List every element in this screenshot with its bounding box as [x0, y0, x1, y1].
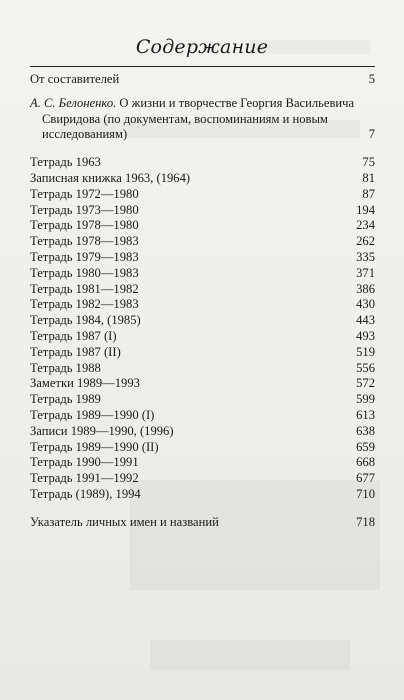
- toc-entry: [30, 155, 375, 171]
- toc-entry-page: 556: [356, 360, 375, 375]
- toc-entry-label: Тетрадь 1987 (II): [30, 344, 121, 359]
- toc-entry: [30, 171, 375, 187]
- toc-entry-page: 659: [356, 439, 375, 454]
- toc-entry: [30, 424, 375, 440]
- toc-entry-intro: [30, 72, 375, 88]
- toc-entry-label: Указатель личных имен и названий: [30, 514, 219, 529]
- toc-entry-label: Тетрадь 1978—1983: [30, 234, 139, 249]
- toc-entry-label: Тетрадь 1982—1983: [30, 297, 139, 312]
- toc-entry-page: 7: [368, 127, 375, 142]
- toc-entry-label: Тетрадь 1988: [30, 360, 101, 375]
- toc-entry-label: Тетрадь 1984, (1985): [30, 313, 141, 328]
- toc-entry: [30, 487, 375, 503]
- toc-entry-label: Тетрадь 1987 (I): [30, 328, 117, 343]
- toc-entry-label: Записная книжка 1963, (1964): [30, 170, 191, 185]
- toc-entry: [30, 282, 375, 298]
- toc-entry-page: 572: [356, 376, 375, 391]
- toc-entry: [30, 187, 375, 203]
- toc-entry-index: [30, 515, 375, 531]
- toc-entry-label: Тетрадь 1972—1980: [30, 186, 139, 201]
- toc-entry-page: 519: [356, 344, 375, 359]
- toc-entry-label: Тетрадь 1981—1982: [30, 281, 139, 296]
- toc-entry-page: 335: [356, 249, 375, 264]
- toc-entry-label: Тетрадь 1963: [30, 155, 101, 170]
- toc-entry-page: 638: [356, 423, 375, 438]
- toc-entry-page: 430: [356, 297, 375, 312]
- toc-entry-page: 599: [356, 392, 375, 407]
- toc-entry: [30, 408, 375, 424]
- toc-entry-label: Тетрадь 1989—1990 (I): [30, 407, 155, 422]
- table-of-contents: [30, 72, 375, 531]
- toc-entry-page: 710: [356, 486, 375, 501]
- toc-entry-label: Тетрадь 1978—1980: [30, 218, 139, 233]
- toc-entry: [30, 440, 375, 456]
- toc-entry-essay: [30, 96, 375, 143]
- toc-entry-page: 668: [356, 455, 375, 470]
- toc-entry-label: От составителей: [30, 72, 120, 86]
- toc-entry-label: [30, 96, 354, 143]
- toc-entry-label: Записи 1989—1990, (1996): [30, 423, 174, 438]
- toc-entry-page: 493: [356, 328, 375, 343]
- toc-entry: [30, 297, 375, 313]
- toc-entry-page: 194: [356, 202, 375, 217]
- essay-line: Свиридова (по документам, воспоминаниям и новым: [42, 111, 328, 126]
- toc-entry: [30, 471, 375, 487]
- show-through-text: [150, 640, 350, 670]
- essay-title-part: О жизни и творчестве Георгия Васильевича: [116, 95, 355, 110]
- toc-entry: [30, 376, 375, 392]
- toc-entry-page: 75: [362, 155, 375, 170]
- spacer: [30, 503, 375, 515]
- toc-entry-label: Тетрадь 1980—1983: [30, 265, 139, 280]
- toc-entry: [30, 203, 375, 219]
- toc-entry-label: Тетрадь 1989—1990 (II): [30, 439, 159, 454]
- toc-entry-page: 87: [362, 186, 375, 201]
- page-title: Содержание: [135, 36, 269, 58]
- toc-entry: [30, 218, 375, 234]
- spacer: [30, 143, 375, 155]
- toc-entry: [30, 234, 375, 250]
- toc-entry-page: 443: [356, 313, 375, 328]
- essay-line: [30, 96, 354, 112]
- essay-author: А. С. Белоненко.: [30, 95, 117, 110]
- toc-entry-list: [30, 155, 375, 503]
- toc-entry-page: 386: [356, 281, 375, 296]
- toc-entry-page: 718: [356, 514, 375, 529]
- toc-entry-label: Тетрадь 1973—1980: [30, 202, 139, 217]
- toc-entry-page: 371: [356, 265, 375, 280]
- toc-entry-label: Тетрадь 1990—1991: [30, 455, 139, 470]
- toc-entry: [30, 250, 375, 266]
- toc-entry-label: Тетрадь 1979—1983: [30, 249, 139, 264]
- toc-entry-page: 234: [356, 218, 375, 233]
- essay-line: исследованиям): [42, 127, 128, 142]
- title-rule: [30, 66, 375, 67]
- toc-entry: [30, 361, 375, 377]
- toc-entry-page: 81: [362, 170, 375, 185]
- toc-entry: [30, 329, 375, 345]
- spacer: [30, 88, 375, 96]
- toc-entry-page: 677: [356, 471, 375, 486]
- toc-entry-page: 613: [356, 407, 375, 422]
- toc-entry: [30, 392, 375, 408]
- toc-entry-label: Тетрадь (1989), 1994: [30, 486, 141, 501]
- toc-entry: [30, 266, 375, 282]
- toc-entry-page: 5: [368, 72, 375, 86]
- toc-entry-label: Заметки 1989—1993: [30, 376, 140, 391]
- toc-entry-label: Тетрадь 1991—1992: [30, 471, 139, 486]
- toc-entry-page: 262: [356, 234, 375, 249]
- toc-entry: [30, 455, 375, 471]
- toc-entry: [30, 313, 375, 329]
- toc-entry-label: Тетрадь 1989: [30, 392, 101, 407]
- toc-entry: [30, 345, 375, 361]
